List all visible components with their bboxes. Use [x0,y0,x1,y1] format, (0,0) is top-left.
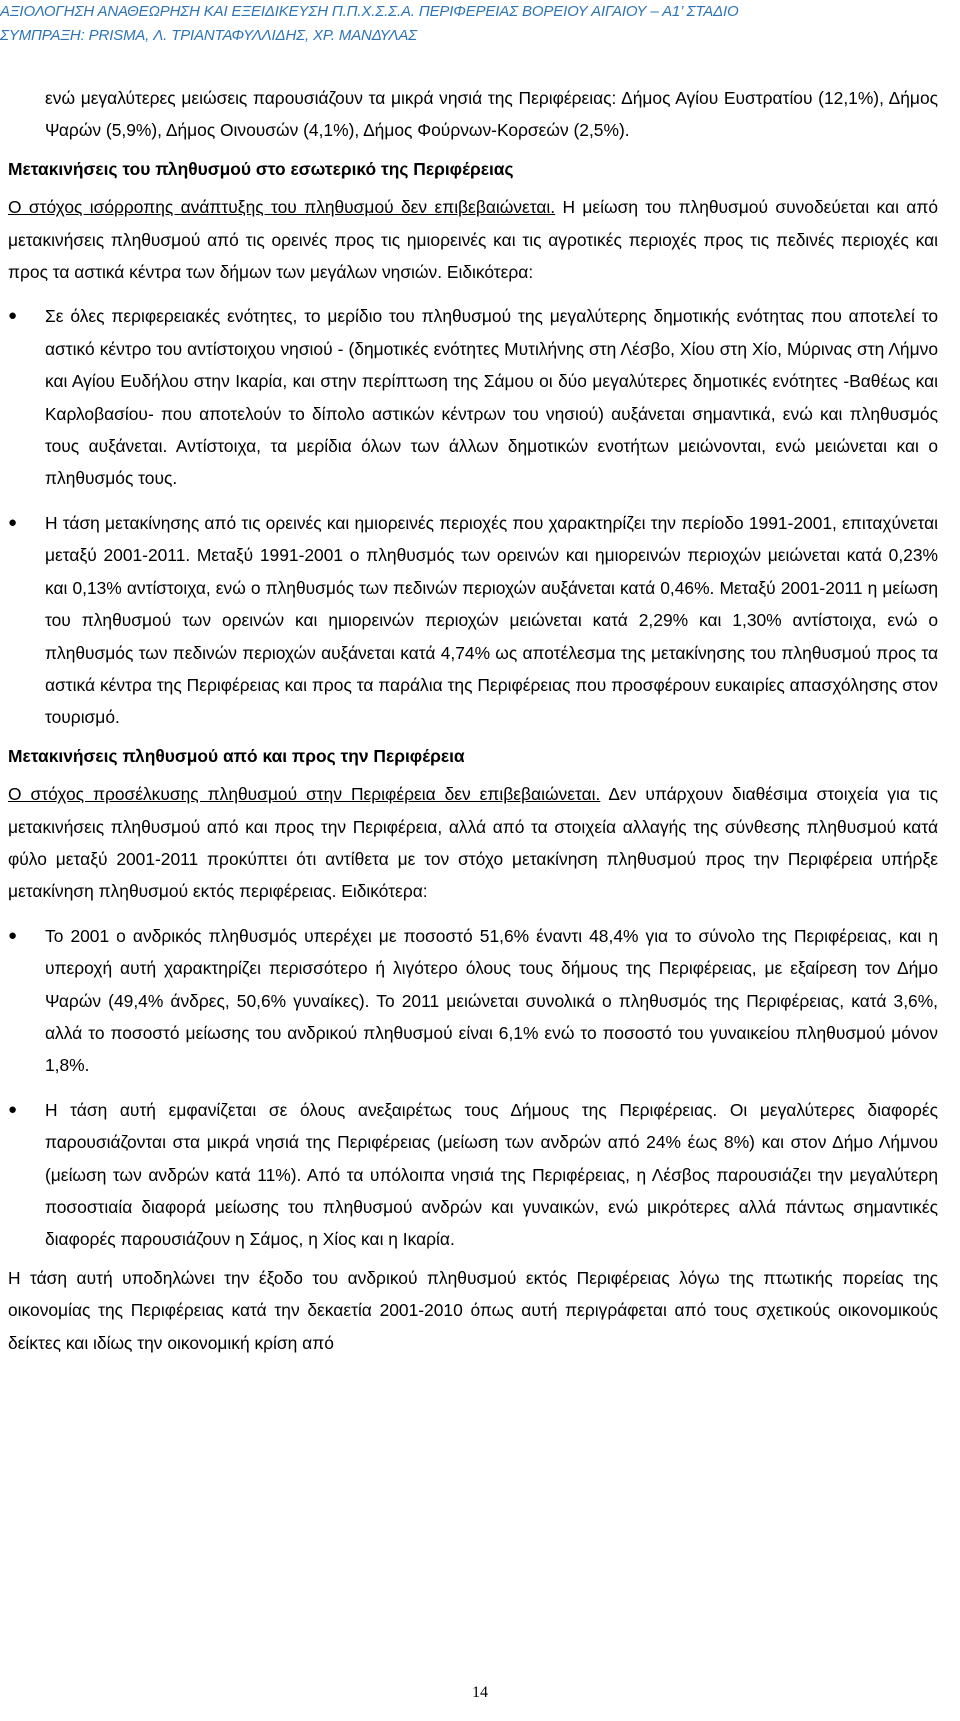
section1-goal-statement: Ο στόχος ισόρροπης ανάπτυξης του πληθυσμού δεν επιβεβαιώνεται. [8,197,556,218]
list-item [8,507,938,734]
section-heading-internal-movements: Μετακινήσεις του πληθυσμού στο εσωτερικό της Περιφέρειας [8,158,514,179]
bullet-icon: ● [8,926,18,944]
list-item [8,920,938,1082]
page-number: 14 [472,1684,488,1701]
list-item [8,1094,938,1256]
list-item-text: Το 2001 ο ανδρικός πληθυσμός υπερέχει με ποσοστό 51,6% έναντι 48,4% για το σύνολο της Περιφέρειας, και η υπεροχή αυτή χαρακτηρίζει περισσότερο ή λιγότερο όλους τους δήμους της Περιφέρειας, με εξαίρεση τον Δήμο Ψαρών (49,4% άνδρες, 50,6% γυναίκες). Το 2011 μειώνεται συνολικά ο πληθυσμός της Περιφέρειας, κατά 3,6%, αλλά το ποσοστό μείωσης του ανδρικού πληθυσμού είναι 6,1% ενώ το ποσοστό του γυναικείου πληθυσμού μόνον 1,8%. [45,925,938,1076]
section1-bullet-list [8,300,938,733]
closing-paragraph: Η τάση αυτή υποδηλώνει την έξοδο του ανδρικού πληθυσμού εκτός Περιφέρειας λόγω της πτωτικής πορείας της οικονομίας της Περιφέρειας κατά την δεκαετία 2001-2010 όπως αυτή περιγράφεται από τους σχετικούς οικονομικούς δείκτες και ιδίως την οικονομική κρίση από [8,1267,938,1353]
intro-paragraph: ενώ μεγαλύτερες μειώσεις παρουσιάζουν τα μικρά νησιά της Περιφέρειας: Δήμος Αγίου Ευστρατίου (12,1%), Δήμος Ψαρών (5,9%), Δήμος Οινουσών (4,1%), Δήμος Φούρνων-Κορσεών (2,5%). [45,88,938,141]
bullet-icon: ● [8,513,18,531]
list-item-text: Η τάση μετακίνησης από τις ορεινές και ημιορεινές περιοχές που χαρακτηρίζει την περίοδο 1991-2001, επιταχύνεται μεταξύ 2001-2011. Μεταξύ 1991-2001 ο πληθυσμός των ορεινών και ημιορεινών περιοχών μειώνεται κατά 0,23% και 0,13% αντίστοιχα, ενώ ο πληθυσμός των πεδινών περιοχών αυξάνεται κατά 0,46%. Μεταξύ 2001-2011 η μείωση του πληθυσμού των ορεινών και ημιορεινών περιοχών μειώνεται κατά 2,29% και 1,30% αντίστοιχα, ενώ ο πληθυσμός των πεδινών περιοχών αυξάνεται κατά 4,74% ως αποτέλεσμα της μετακίνησης του πληθυσμού προς τα αστικά κέντρα της Περιφέρειας και προς τα παράλια της Περιφέρειας που προσφέρουν ευκαιρίες απασχόλησης στον τουρισμό. [45,512,938,728]
section1-lead-paragraph [8,191,938,288]
section2-lead-text: Δεν υπάρχουν διαθέσιμα στοιχεία για τις μετακινήσεις πληθυσμού από και προς την Περιφέρεια, αλλά από τα στοιχεία αλλαγής της σύνθεσης πληθυσμού κατά φύλο μεταξύ 2001-2011 προκύπτει ότι αντίθετα με τον στόχο μετακίνηση πληθυσμού προς την Περιφέρεια υπήρξε μετακίνηση πληθυσμού εκτός περιφέρειας. Ειδικότερα: [8,784,938,902]
header-title-line: ΑΞΙΟΛΟΓΗΣΗ ΑΝΑΘΕΩΡΗΣΗ ΚΑΙ ΕΞΕΙΔΙΚΕΥΣΗ Π.Π.Χ.Σ.Σ.Α. ΠΕΡΙΦΕΡΕΙΑΣ ΒΟΡΕΙΟΥ ΑΙΓΑΙΟΥ – Α1’ ΣΤΑΔΙΟ [0,3,739,20]
bullet-icon: ● [8,1100,18,1118]
list-item-text: Σε όλες περιφερειακές ενότητες, το μερίδιο του πληθυσμού της μεγαλύτερης δημοτικής ενότητας που αποτελεί το αστικό κέντρο του αντίστοιχου νησιού - (δημοτικές ενότητες Μυτιλήνης στη Λέσβο, Χίου στη Χίο, Μύρινας στη Λήμνο και Αγίου Ευδήλου στην Ικαρία, και στην περίπτωση της Σάμου οι δύο μεγαλύτερες δημοτικές ενότητες -Βαθέως και Καρλοβασίου- που αποτελούν το δίπολο αστικών κέντρων του νησιού) αυξάνεται σημαντικά, ενώ και πληθυσμός τους αυξάνεται. Αντίστοιχα, τα μερίδια όλων των άλλων δημοτικών ενοτήτων μειώνονται, ενώ μειώνεται και ο πληθυσμός τους. [45,306,938,489]
running-header [0,0,960,48]
bullet-icon: ● [8,307,18,325]
header-authors-line: ΣΥΜΠΡΑΞΗ: PRISMA, Λ. ΤΡΙΑΝΤΑΦΥΛΛΙΔΗΣ, ΧΡ. ΜΑΝΔΥΛΑΣ [0,27,418,44]
section1-lead-text: Η μείωση του πληθυσμού συνοδεύεται και από μετακινήσεις πληθυσμού από τις ορεινές προς τις ημιορεινές και τις αγροτικές περιοχές προς τις πεδινές περιοχές και προς τα αστικά κέντρα των δήμων των μεγάλων νησιών. Ειδικότερα: [8,197,939,283]
section2-bullet-list [8,920,938,1256]
document-body [8,82,938,1359]
list-item [8,300,938,494]
section2-lead-paragraph [8,778,938,908]
section2-goal-statement: Ο στόχος προσέλκυσης πληθυσμού στην Περιφέρεια δεν επιβεβαιώνεται. [8,784,601,805]
list-item-text: Η τάση αυτή εμφανίζεται σε όλους ανεξαιρέτως τους Δήμους της Περιφέρειας. Οι μεγαλύτερες διαφορές παρουσιάζονται στα μικρά νησιά της Περιφέρειας (μείωση των ανδρών από 24% έως 8%) και στον Δήμο Λήμνου (μείωση των ανδρών κατά 11%). Από τα υπόλοιπα νησιά της Περιφέρειας, η Λέσβος παρουσιάζει την μεγαλύτερη ποσοστιαία διαφορά μείωσης του πληθυσμού ανδρών και γυναικών, ενώ μικρότερες αλλά πάντως σημαντικές διαφορές παρουσιάζουν η Σάμος, η Χίος και η Ικαρία. [45,1099,938,1250]
section-heading-external-movements: Μετακινήσεις πληθυσμού από και προς την Περιφέρεια [8,745,465,766]
